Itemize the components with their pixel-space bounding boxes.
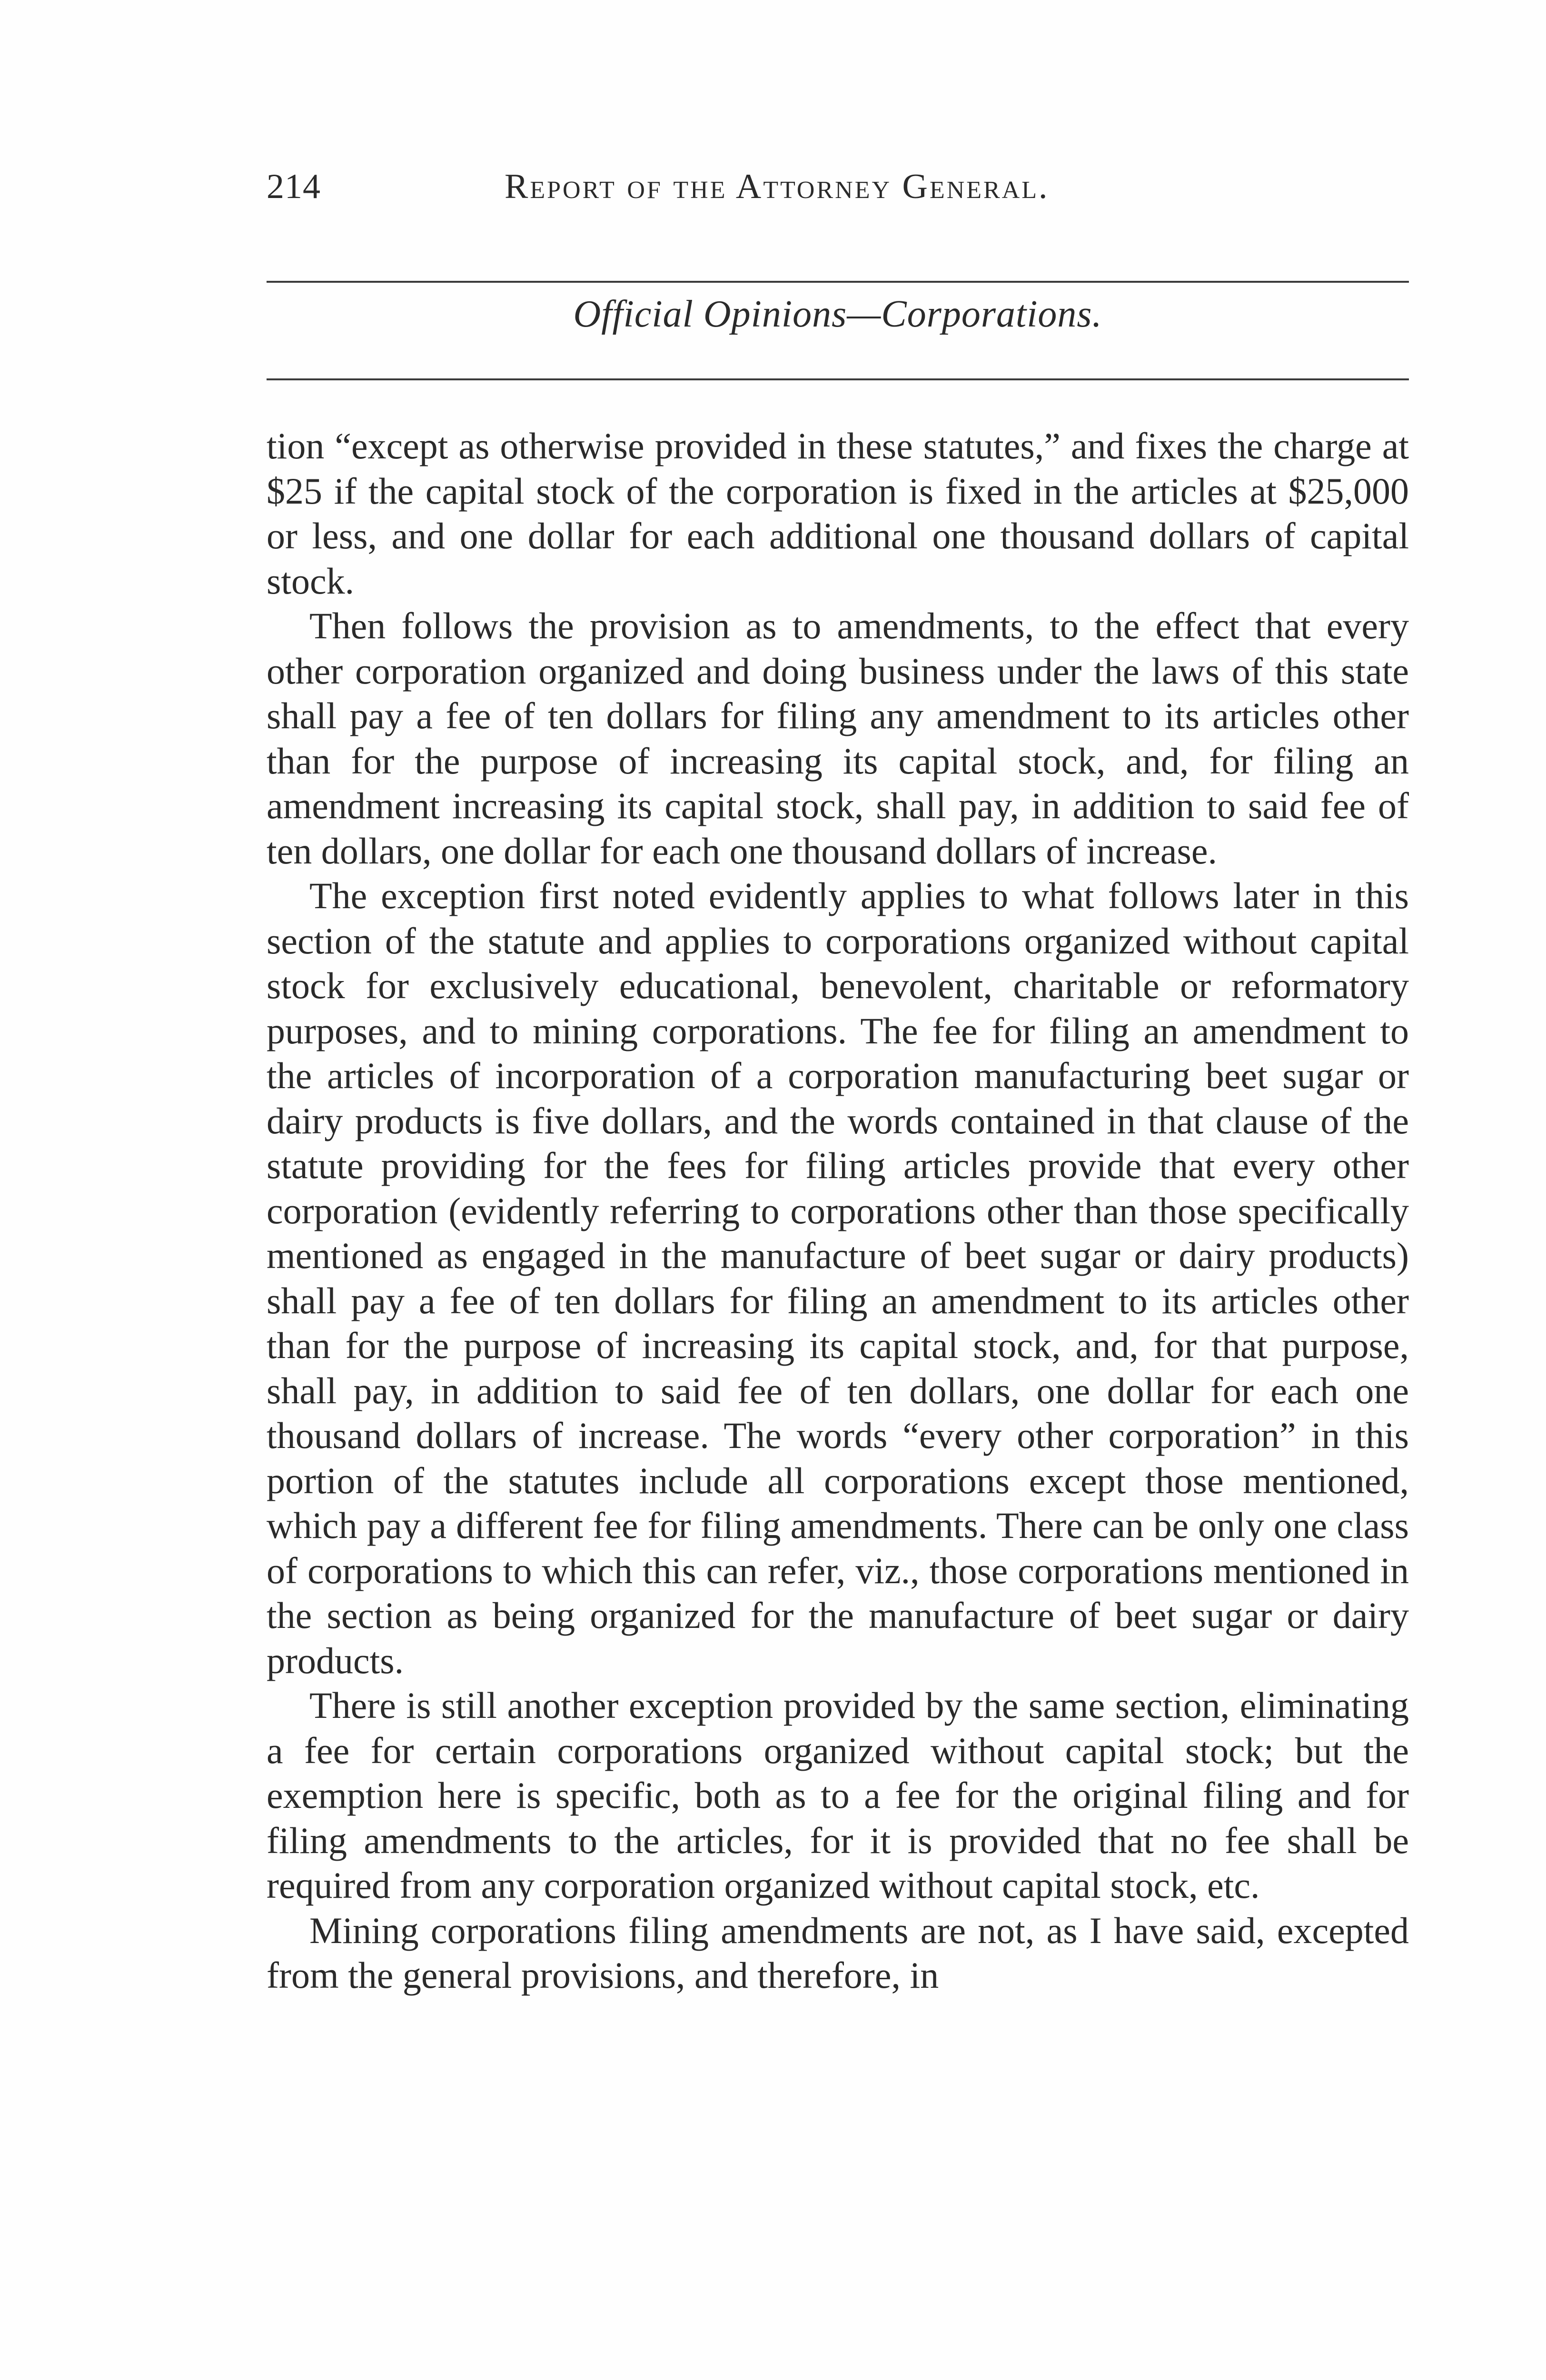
paragraph-1: tion “except as otherwise provided in these statutes,” and fixes the charge at $25 if the capital stock of the corporation is fixed in the articles at $25,000 or less, and one dollar for each additional one thousand dollars of capital stock.	[267, 425, 1409, 602]
paragraph-5: Mining corporations filing amendments are not, as I have said, excepted from the general provisions, and therefore, in	[267, 1909, 1409, 1996]
page-header	[267, 167, 1409, 224]
section-title: Official Opinions—Corporations.	[573, 293, 1102, 335]
header-rule-top	[267, 281, 1409, 283]
page-number: 214	[267, 167, 321, 206]
body-text	[267, 424, 1409, 1998]
paragraph-3: The exception first noted evidently applies to what follows later in this section of the statute and applies to corporations organized without capital stock for exclusively educational, benevolent, charitable or reformatory purposes, and to mining corporations. The fee for filing an amendment to the articles of incorporation of a corporation manufacturing beet sugar or dairy products is five dollars, and the words contained in that clause of the statute providing for the fees for filing articles provide that every other corporation (evidently referring to corporations other than those specifically mentioned as engaged in the manufacture of beet sugar or dairy products) shall pay a fee of ten dollars for filing an amendment to its articles other than for the purpose of increasing its capital stock, and, for that purpose, shall pay, in addition to said fee of ten dollars, one dollar for each one thousand dollars of increase. The words “every other corporation” in this portion of the statutes include all corporations except those mentioned, which pay a different fee for filing amendments. There can be only one class of corporations to which this can refer, viz., those corporations mentioned in the section as being organized for the manufacture of beet sugar or dairy products.	[267, 875, 1409, 1681]
paragraph-2: Then follows the provision as to amendments, to the effect that every other corporation organized and doing business under the laws of this state shall pay a fee of ten dollars for filing any amendment to its articles other than for the purpose of increasing its capital stock, and, for filing an amendment increasing its capital stock, shall pay, in addition to said fee of ten dollars, one dollar for each one thousand dollars of increase.	[267, 605, 1409, 872]
paragraph-4: There is still another exception provided by the same section, eliminating a fee for certain corporations organized without capital stock; but the exemption here is specific, both as to a fee for the original filing and for filing amendments to the articles, for it is provided that no fee shall be required from any corporation organized without capital stock, etc.	[267, 1685, 1409, 1906]
running-head: Report of the Attorney General.	[505, 167, 1050, 206]
header-rule-bottom	[267, 378, 1409, 380]
